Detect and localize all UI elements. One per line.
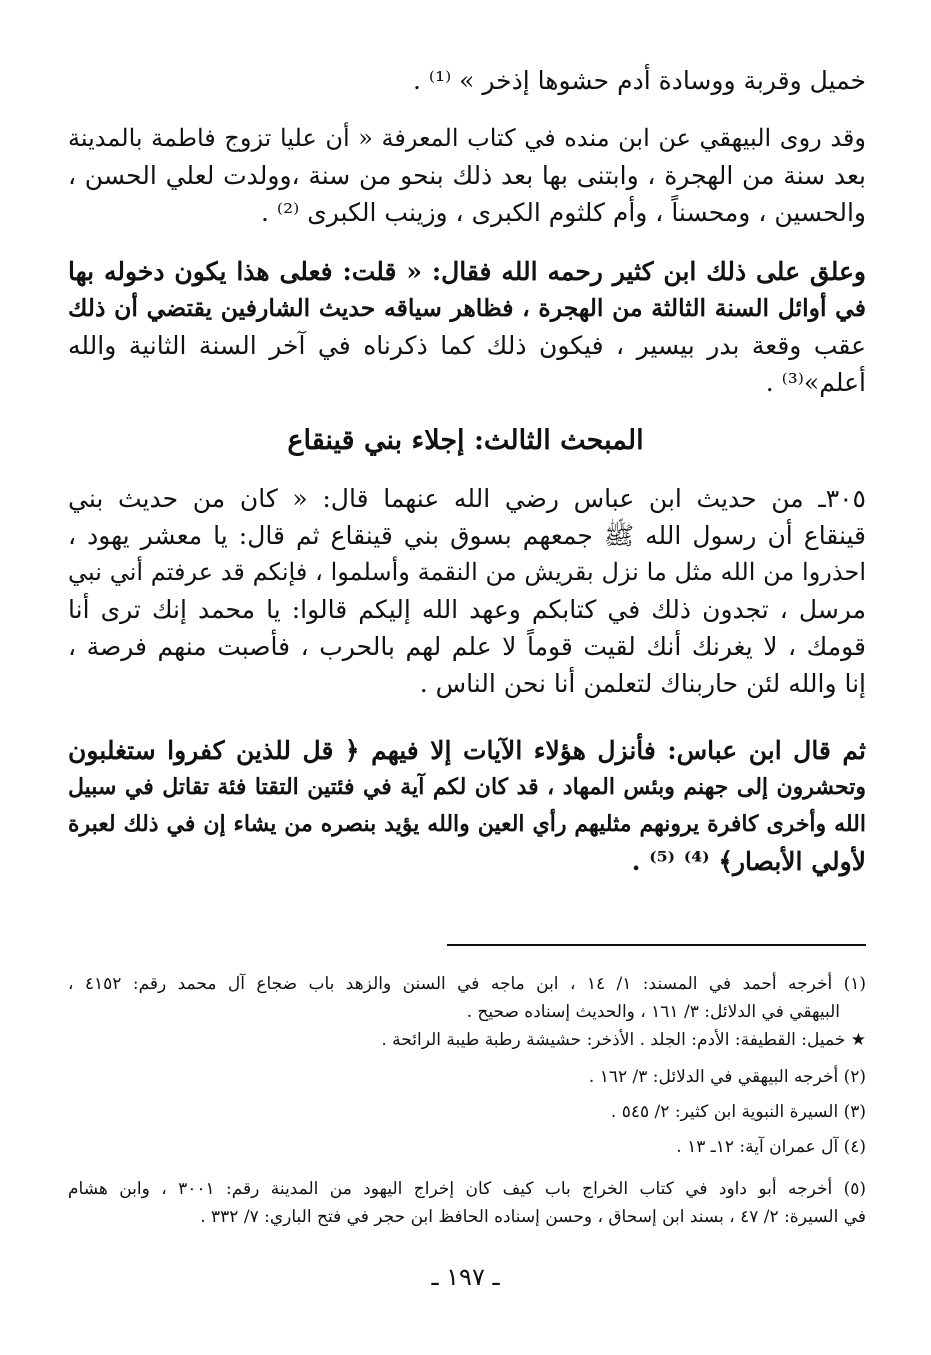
text-line: في أوائل السنة الثالثة من الهجرة ، فظاهر سياقه حديث الشارفين يقتضي أن ذلك xyxy=(68,294,866,322)
paragraph-bayhaqi xyxy=(68,120,866,231)
footnote-5 xyxy=(68,1175,866,1231)
text-line: خميل وقربة ووسادة أدم حشوها إذخر » ⁽¹⁾ . xyxy=(412,66,866,95)
footnote-line: (٤) آل عمران آية: ١٢ـ ١٣ . xyxy=(676,1137,866,1157)
text-line: وعلق على ذلك ابن كثير رحمه الله فقال: « قلت: فعلى هذا يكون دخوله بها xyxy=(68,257,866,286)
footnote-line: (٢) أخرجه البيهقي في الدلائل: ٣/ ١٦٢ . xyxy=(588,1067,866,1087)
text-line: إنا والله لئن حاربناك لتعلمن أنا نحن الناس . xyxy=(419,669,866,698)
text-line: لأولي الأبصار﴾ ⁽⁴⁾ ⁽⁵⁾ . xyxy=(631,847,866,876)
text-line: أعلم»⁽³⁾ . xyxy=(765,368,866,397)
paragraph-quran-verses xyxy=(68,732,866,880)
paragraph-hadith-305 xyxy=(68,480,866,702)
text-line: بعد سنة من الهجرة ، وابتنى بها بعد ذلك بنحو من سنة ،وولدت لعلي الحسن ، xyxy=(68,161,866,190)
footnote-line: ★ خميل: القطيفة: الأدم: الجلد . الأذخر: حشيشة رطبة طيبة الرائحة . xyxy=(381,1030,866,1050)
footnote-3 xyxy=(68,1098,866,1126)
text-line: مرسل ، تجدون ذلك في كتابكم وعهد الله إليكم قالوا: يا محمد إنك ترى أنا xyxy=(68,595,866,624)
text-line: الله وأخرى كافرة يرونهم مثليهم رأي العين والله يؤيد بنصره من يشاء إن في ذلك لعبرة xyxy=(68,811,866,837)
footnote-line: (١) أخرجه أحمد في المسند: ١/ ١٤ ، ابن ماجه في السنن والزهد باب ضجاع آل محمد رقم: ٤١٥٢ ، xyxy=(68,974,866,994)
footnote-2 xyxy=(68,1063,866,1091)
page-number: ـ ١٩٧ ـ xyxy=(431,1263,500,1291)
paragraph-continuation xyxy=(68,62,866,99)
text-line: وقد روى البيهقي عن ابن منده في كتاب المعرفة « أن عليا تزوج فاطمة بالمدينة xyxy=(68,124,866,152)
text-line: عقب وقعة بدر بيسير ، فيكون ذلك كما ذكرناه في آخر السنة الثانية والله xyxy=(68,331,866,360)
footnote-4 xyxy=(68,1133,866,1161)
text-line: قينقاع أن رسول الله ﷺ جمعهم بسوق بني قينقاع ثم قال: يا معشر يهود ، xyxy=(68,521,866,550)
footnote-1 xyxy=(68,970,866,1054)
footnote-line: (٣) السيرة النبوية ابن كثير: ٢/ ٥٤٥ . xyxy=(610,1102,866,1122)
text-line: قومك ، لا يغرنك أنك لقيت قوماً لا علم لهم بالحرب ، فأصبت منهم فرصة ، xyxy=(68,632,866,661)
paragraph-ibn-kathir xyxy=(68,253,866,401)
footnote-line: (٥) أخرجه أبو داود في كتاب الخراج باب كيف كان إخراج اليهود من المدينة رقم: ٣٠٠١ ، وابن هشام xyxy=(68,1179,866,1199)
footnote-line: البيهقي في الدلائل: ٣/ ١٦١ ، والحديث إسناده صحيح . xyxy=(466,1002,840,1022)
text-line: والحسين ، ومحسناً ، وأم كلثوم الكبرى ، وزينب الكبرى ⁽²⁾ . xyxy=(261,198,866,227)
text-line: وتحشرون إلى جهنم وبئس المهاد ، قد كان لكم آية في فئتين التقتا فئة تقاتل في سبيل xyxy=(68,774,866,800)
text-line: ٣٠٥ـ من حديث ابن عباس رضي الله عنهما قال: « كان من حديث بني xyxy=(68,484,866,513)
section-heading: المبحث الثالث: إجلاء بني قينقاع xyxy=(287,425,644,456)
footnote-line: في السيرة: ٢/ ٤٧ ، بسند ابن إسحاق ، وحسن إسناده الحافظ ابن حجر في فتح الباري: ٧/ ٣٣٢ . xyxy=(200,1207,866,1227)
text-line: ثم قال ابن عباس: فأنزل هؤلاء الآيات إلا فيهم ﴿ قل للذين كفروا ستغلبون xyxy=(68,736,866,765)
text-line: احذروا من الله مثل ما نزل بقريش من النقمة وأسلموا ، فإنكم قد عرفتم أني نبي xyxy=(68,558,866,586)
footnote-divider xyxy=(447,944,866,946)
